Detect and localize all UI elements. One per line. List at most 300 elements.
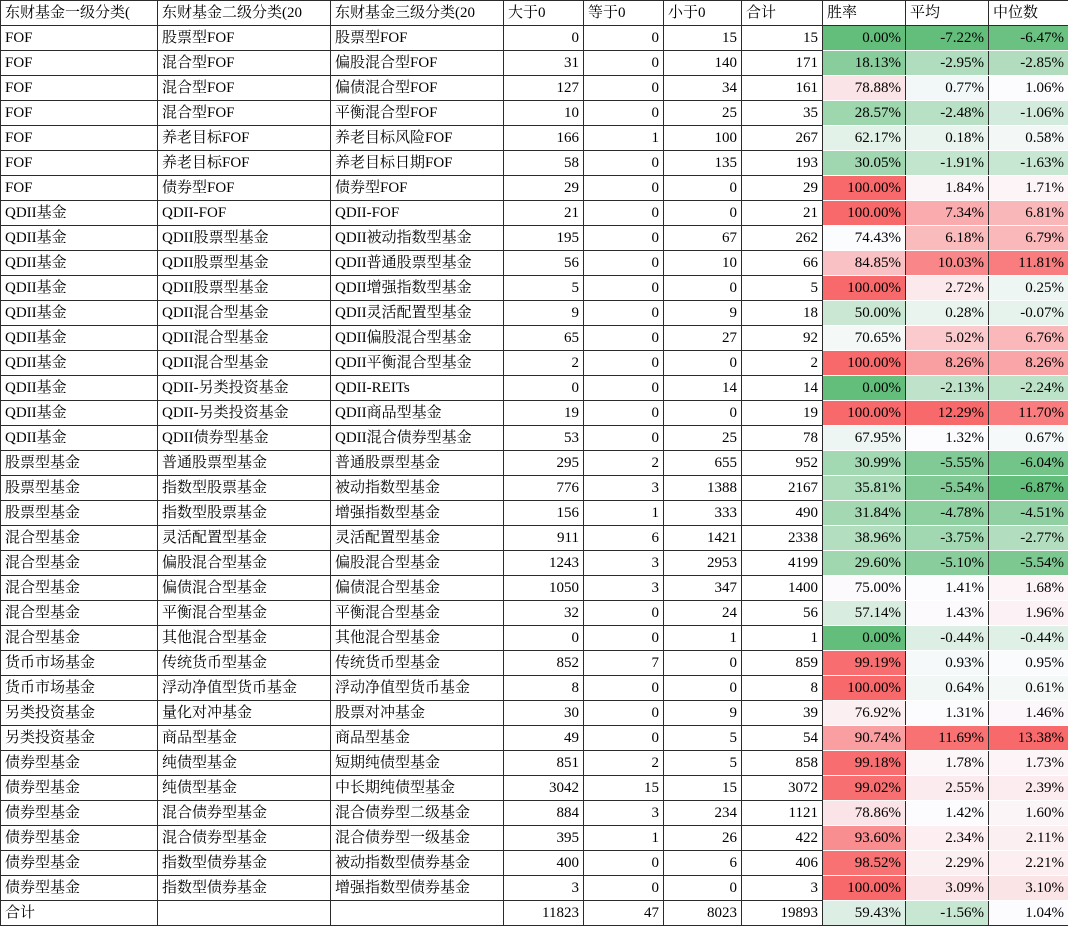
cell-median[interactable]: -4.51% <box>989 501 1068 526</box>
cell-level2[interactable]: QDII混合型基金 <box>158 351 331 376</box>
cell-level1[interactable]: 债券型基金 <box>1 826 158 851</box>
cell-winrate[interactable]: 30.99% <box>823 451 906 476</box>
total-cell-average[interactable]: -1.56% <box>906 901 989 926</box>
cell-average[interactable]: 1.78% <box>906 751 989 776</box>
cell-average[interactable]: -5.55% <box>906 451 989 476</box>
cell-winrate[interactable]: 78.86% <box>823 801 906 826</box>
cell-level1[interactable]: 另类投资基金 <box>1 726 158 751</box>
cell-level3[interactable]: 被动指数型基金 <box>331 476 504 501</box>
cell-winrate[interactable]: 78.88% <box>823 76 906 101</box>
cell-total[interactable]: 490 <box>742 501 823 526</box>
cell-winrate[interactable]: 100.00% <box>823 351 906 376</box>
cell-eq0[interactable]: 3 <box>584 551 664 576</box>
cell-total[interactable]: 422 <box>742 826 823 851</box>
cell-level3[interactable]: QDII偏股混合型基金 <box>331 326 504 351</box>
cell-gt0[interactable]: 65 <box>504 326 584 351</box>
cell-lt0[interactable]: 34 <box>664 76 742 101</box>
cell-winrate[interactable]: 98.52% <box>823 851 906 876</box>
cell-level3[interactable]: QDII-REITs <box>331 376 504 401</box>
cell-median[interactable]: 11.70% <box>989 401 1068 426</box>
cell-total[interactable]: 66 <box>742 251 823 276</box>
cell-level3[interactable]: 混合债券型二级基金 <box>331 801 504 826</box>
cell-average[interactable]: 1.84% <box>906 176 989 201</box>
cell-median[interactable]: -0.44% <box>989 626 1068 651</box>
cell-eq0[interactable]: 3 <box>584 476 664 501</box>
cell-eq0[interactable]: 0 <box>584 701 664 726</box>
cell-eq0[interactable]: 0 <box>584 351 664 376</box>
cell-median[interactable]: -6.04% <box>989 451 1068 476</box>
cell-total[interactable]: 1400 <box>742 576 823 601</box>
cell-lt0[interactable]: 2953 <box>664 551 742 576</box>
cell-median[interactable]: 13.38% <box>989 726 1068 751</box>
cell-level3[interactable]: 债券型FOF <box>331 176 504 201</box>
cell-winrate[interactable]: 0.00% <box>823 376 906 401</box>
cell-lt0[interactable]: 5 <box>664 751 742 776</box>
cell-total[interactable]: 952 <box>742 451 823 476</box>
cell-eq0[interactable]: 0 <box>584 176 664 201</box>
cell-level3[interactable]: 短期纯债型基金 <box>331 751 504 776</box>
cell-average[interactable]: 1.43% <box>906 601 989 626</box>
cell-gt0[interactable]: 1243 <box>504 551 584 576</box>
cell-eq0[interactable]: 0 <box>584 626 664 651</box>
cell-total[interactable]: 2 <box>742 351 823 376</box>
cell-gt0[interactable]: 31 <box>504 51 584 76</box>
cell-lt0[interactable]: 0 <box>664 351 742 376</box>
cell-winrate[interactable]: 75.00% <box>823 576 906 601</box>
cell-lt0[interactable]: 234 <box>664 801 742 826</box>
cell-total[interactable]: 39 <box>742 701 823 726</box>
cell-level1[interactable]: FOF <box>1 176 158 201</box>
cell-level3[interactable]: 平衡混合型FOF <box>331 101 504 126</box>
cell-total[interactable]: 858 <box>742 751 823 776</box>
cell-level3[interactable]: 增强指数型基金 <box>331 501 504 526</box>
cell-eq0[interactable]: 0 <box>584 726 664 751</box>
cell-winrate[interactable]: 50.00% <box>823 301 906 326</box>
cell-average[interactable]: -0.44% <box>906 626 989 651</box>
cell-eq0[interactable]: 7 <box>584 651 664 676</box>
cell-level1[interactable]: 混合型基金 <box>1 526 158 551</box>
cell-average[interactable]: -2.95% <box>906 51 989 76</box>
cell-level2[interactable]: 混合型FOF <box>158 51 331 76</box>
cell-winrate[interactable]: 99.19% <box>823 651 906 676</box>
cell-eq0[interactable]: 2 <box>584 451 664 476</box>
cell-level1[interactable]: QDII基金 <box>1 301 158 326</box>
cell-total[interactable]: 56 <box>742 601 823 626</box>
cell-median[interactable]: 1.06% <box>989 76 1068 101</box>
cell-gt0[interactable]: 166 <box>504 126 584 151</box>
cell-level3[interactable]: QDII灵活配置型基金 <box>331 301 504 326</box>
cell-median[interactable]: -6.87% <box>989 476 1068 501</box>
cell-median[interactable]: 0.58% <box>989 126 1068 151</box>
cell-lt0[interactable]: 140 <box>664 51 742 76</box>
cell-total[interactable]: 4199 <box>742 551 823 576</box>
cell-median[interactable]: 0.95% <box>989 651 1068 676</box>
total-cell-gt0[interactable]: 11823 <box>504 901 584 926</box>
cell-lt0[interactable]: 25 <box>664 426 742 451</box>
cell-level2[interactable]: 灵活配置型基金 <box>158 526 331 551</box>
cell-level2[interactable]: 债券型FOF <box>158 176 331 201</box>
cell-level2[interactable]: QDII股票型基金 <box>158 276 331 301</box>
cell-gt0[interactable]: 56 <box>504 251 584 276</box>
cell-winrate[interactable]: 0.00% <box>823 626 906 651</box>
cell-total[interactable]: 193 <box>742 151 823 176</box>
cell-gt0[interactable]: 10 <box>504 101 584 126</box>
cell-level1[interactable]: FOF <box>1 126 158 151</box>
cell-level2[interactable]: QDII-另类投资基金 <box>158 376 331 401</box>
cell-eq0[interactable]: 0 <box>584 276 664 301</box>
cell-lt0[interactable]: 1 <box>664 626 742 651</box>
cell-level3[interactable]: 养老目标日期FOF <box>331 151 504 176</box>
cell-median[interactable]: 6.76% <box>989 326 1068 351</box>
cell-median[interactable]: 1.60% <box>989 801 1068 826</box>
cell-total[interactable]: 3072 <box>742 776 823 801</box>
cell-lt0[interactable]: 14 <box>664 376 742 401</box>
cell-level3[interactable]: 中长期纯债型基金 <box>331 776 504 801</box>
cell-level2[interactable]: 纯债型基金 <box>158 776 331 801</box>
cell-median[interactable]: 8.26% <box>989 351 1068 376</box>
cell-gt0[interactable]: 29 <box>504 176 584 201</box>
cell-gt0[interactable]: 852 <box>504 651 584 676</box>
cell-level2[interactable]: 商品型基金 <box>158 726 331 751</box>
cell-level2[interactable]: 偏股混合型基金 <box>158 551 331 576</box>
cell-level3[interactable]: QDII-FOF <box>331 201 504 226</box>
cell-median[interactable]: 11.81% <box>989 251 1068 276</box>
total-cell-level3[interactable] <box>331 901 504 926</box>
cell-gt0[interactable]: 156 <box>504 501 584 526</box>
cell-lt0[interactable]: 5 <box>664 726 742 751</box>
cell-median[interactable]: 1.71% <box>989 176 1068 201</box>
cell-gt0[interactable]: 1050 <box>504 576 584 601</box>
cell-winrate[interactable]: 57.14% <box>823 601 906 626</box>
cell-average[interactable]: 0.28% <box>906 301 989 326</box>
cell-lt0[interactable]: 1421 <box>664 526 742 551</box>
cell-eq0[interactable]: 0 <box>584 601 664 626</box>
cell-level1[interactable]: QDII基金 <box>1 351 158 376</box>
cell-level1[interactable]: 债券型基金 <box>1 876 158 901</box>
total-cell-winrate[interactable]: 59.43% <box>823 901 906 926</box>
cell-average[interactable]: 2.55% <box>906 776 989 801</box>
cell-lt0[interactable]: 0 <box>664 876 742 901</box>
cell-lt0[interactable]: 24 <box>664 601 742 626</box>
cell-median[interactable]: 6.79% <box>989 226 1068 251</box>
cell-average[interactable]: -1.91% <box>906 151 989 176</box>
cell-total[interactable]: 5 <box>742 276 823 301</box>
cell-level1[interactable]: FOF <box>1 151 158 176</box>
cell-gt0[interactable]: 5 <box>504 276 584 301</box>
column-header-level2[interactable]: 东财基金二级分类(20 <box>158 1 331 26</box>
cell-winrate[interactable]: 84.85% <box>823 251 906 276</box>
cell-average[interactable]: -7.22% <box>906 26 989 51</box>
cell-gt0[interactable]: 21 <box>504 201 584 226</box>
cell-level1[interactable]: QDII基金 <box>1 401 158 426</box>
cell-gt0[interactable]: 911 <box>504 526 584 551</box>
cell-level1[interactable]: 股票型基金 <box>1 451 158 476</box>
cell-gt0[interactable]: 884 <box>504 801 584 826</box>
cell-level2[interactable]: 混合债券型基金 <box>158 826 331 851</box>
cell-level2[interactable]: 股票型FOF <box>158 26 331 51</box>
cell-total[interactable]: 1121 <box>742 801 823 826</box>
cell-level2[interactable]: 混合型FOF <box>158 76 331 101</box>
total-cell-level2[interactable] <box>158 901 331 926</box>
cell-median[interactable]: -6.47% <box>989 26 1068 51</box>
cell-lt0[interactable]: 15 <box>664 26 742 51</box>
cell-total[interactable]: 8 <box>742 676 823 701</box>
cell-average[interactable]: 0.64% <box>906 676 989 701</box>
cell-level2[interactable]: 指数型债券基金 <box>158 851 331 876</box>
cell-level3[interactable]: QDII混合债券型基金 <box>331 426 504 451</box>
cell-level3[interactable]: 偏债混合型基金 <box>331 576 504 601</box>
cell-level2[interactable]: QDII混合型基金 <box>158 326 331 351</box>
cell-level3[interactable]: 养老目标风险FOF <box>331 126 504 151</box>
cell-level3[interactable]: QDII被动指数型基金 <box>331 226 504 251</box>
cell-level2[interactable]: QDII股票型基金 <box>158 251 331 276</box>
cell-winrate[interactable]: 100.00% <box>823 876 906 901</box>
cell-level1[interactable]: 混合型基金 <box>1 626 158 651</box>
cell-gt0[interactable]: 400 <box>504 851 584 876</box>
cell-eq0[interactable]: 0 <box>584 201 664 226</box>
cell-level2[interactable]: 混合债券型基金 <box>158 801 331 826</box>
cell-level1[interactable]: 债券型基金 <box>1 801 158 826</box>
cell-gt0[interactable]: 49 <box>504 726 584 751</box>
cell-level3[interactable]: QDII平衡混合型基金 <box>331 351 504 376</box>
total-cell-median[interactable]: 1.04% <box>989 901 1068 926</box>
cell-gt0[interactable]: 395 <box>504 826 584 851</box>
cell-lt0[interactable]: 0 <box>664 176 742 201</box>
cell-level2[interactable]: 指数型股票基金 <box>158 501 331 526</box>
column-header-winrate[interactable]: 胜率 <box>823 1 906 26</box>
cell-gt0[interactable]: 195 <box>504 226 584 251</box>
cell-winrate[interactable]: 29.60% <box>823 551 906 576</box>
cell-level1[interactable]: QDII基金 <box>1 226 158 251</box>
cell-level1[interactable]: 股票型基金 <box>1 476 158 501</box>
cell-median[interactable]: 1.96% <box>989 601 1068 626</box>
cell-lt0[interactable]: 0 <box>664 676 742 701</box>
cell-total[interactable]: 2338 <box>742 526 823 551</box>
cell-total[interactable]: 3 <box>742 876 823 901</box>
cell-average[interactable]: 2.34% <box>906 826 989 851</box>
cell-average[interactable]: 7.34% <box>906 201 989 226</box>
cell-average[interactable]: 1.41% <box>906 576 989 601</box>
cell-winrate[interactable]: 67.95% <box>823 426 906 451</box>
cell-level2[interactable]: 平衡混合型基金 <box>158 601 331 626</box>
cell-winrate[interactable]: 18.13% <box>823 51 906 76</box>
cell-total[interactable]: 54 <box>742 726 823 751</box>
cell-lt0[interactable]: 9 <box>664 701 742 726</box>
cell-lt0[interactable]: 67 <box>664 226 742 251</box>
cell-lt0[interactable]: 0 <box>664 401 742 426</box>
cell-total[interactable]: 19 <box>742 401 823 426</box>
cell-average[interactable]: 12.29% <box>906 401 989 426</box>
cell-median[interactable]: 0.67% <box>989 426 1068 451</box>
cell-level3[interactable]: 混合债券型一级基金 <box>331 826 504 851</box>
cell-average[interactable]: 1.42% <box>906 801 989 826</box>
cell-total[interactable]: 1 <box>742 626 823 651</box>
cell-level3[interactable]: 灵活配置型基金 <box>331 526 504 551</box>
total-cell-lt0[interactable]: 8023 <box>664 901 742 926</box>
cell-eq0[interactable]: 0 <box>584 101 664 126</box>
cell-average[interactable]: 3.09% <box>906 876 989 901</box>
cell-median[interactable]: -1.63% <box>989 151 1068 176</box>
cell-eq0[interactable]: 2 <box>584 751 664 776</box>
cell-level3[interactable]: 被动指数型债券基金 <box>331 851 504 876</box>
cell-eq0[interactable]: 0 <box>584 401 664 426</box>
cell-gt0[interactable]: 53 <box>504 426 584 451</box>
cell-eq0[interactable]: 1 <box>584 826 664 851</box>
cell-gt0[interactable]: 0 <box>504 26 584 51</box>
cell-level1[interactable]: QDII基金 <box>1 326 158 351</box>
cell-average[interactable]: 1.32% <box>906 426 989 451</box>
cell-lt0[interactable]: 0 <box>664 201 742 226</box>
cell-level1[interactable]: QDII基金 <box>1 201 158 226</box>
cell-eq0[interactable]: 0 <box>584 376 664 401</box>
cell-winrate[interactable]: 76.92% <box>823 701 906 726</box>
column-header-gt0[interactable]: 大于0 <box>504 1 584 26</box>
cell-average[interactable]: 0.18% <box>906 126 989 151</box>
cell-level1[interactable]: 货币市场基金 <box>1 651 158 676</box>
cell-average[interactable]: -3.75% <box>906 526 989 551</box>
cell-winrate[interactable]: 70.65% <box>823 326 906 351</box>
cell-gt0[interactable]: 58 <box>504 151 584 176</box>
cell-level3[interactable]: 股票型FOF <box>331 26 504 51</box>
total-cell-level1[interactable]: 合计 <box>1 901 158 926</box>
cell-gt0[interactable]: 9 <box>504 301 584 326</box>
cell-average[interactable]: 0.93% <box>906 651 989 676</box>
cell-lt0[interactable]: 347 <box>664 576 742 601</box>
cell-lt0[interactable]: 9 <box>664 301 742 326</box>
cell-winrate[interactable]: 74.43% <box>823 226 906 251</box>
column-header-lt0[interactable]: 小于0 <box>664 1 742 26</box>
cell-lt0[interactable]: 26 <box>664 826 742 851</box>
cell-average[interactable]: -2.13% <box>906 376 989 401</box>
column-header-median[interactable]: 中位数 <box>989 1 1068 26</box>
cell-eq0[interactable]: 15 <box>584 776 664 801</box>
cell-average[interactable]: 2.29% <box>906 851 989 876</box>
cell-eq0[interactable]: 0 <box>584 301 664 326</box>
cell-median[interactable]: 2.11% <box>989 826 1068 851</box>
cell-level2[interactable]: 养老目标FOF <box>158 151 331 176</box>
cell-level1[interactable]: QDII基金 <box>1 276 158 301</box>
cell-lt0[interactable]: 25 <box>664 101 742 126</box>
cell-winrate[interactable]: 28.57% <box>823 101 906 126</box>
cell-level1[interactable]: 债券型基金 <box>1 776 158 801</box>
cell-median[interactable]: 1.46% <box>989 701 1068 726</box>
cell-lt0[interactable]: 0 <box>664 651 742 676</box>
cell-eq0[interactable]: 1 <box>584 501 664 526</box>
cell-eq0[interactable]: 3 <box>584 576 664 601</box>
cell-median[interactable]: 3.10% <box>989 876 1068 901</box>
cell-median[interactable]: 0.25% <box>989 276 1068 301</box>
cell-level3[interactable]: 商品型基金 <box>331 726 504 751</box>
cell-level3[interactable]: 偏股混合型FOF <box>331 51 504 76</box>
cell-total[interactable]: 18 <box>742 301 823 326</box>
cell-level2[interactable]: 指数型债券基金 <box>158 876 331 901</box>
cell-median[interactable]: -1.06% <box>989 101 1068 126</box>
cell-level1[interactable]: 股票型基金 <box>1 501 158 526</box>
cell-level1[interactable]: FOF <box>1 76 158 101</box>
cell-lt0[interactable]: 100 <box>664 126 742 151</box>
cell-eq0[interactable]: 0 <box>584 151 664 176</box>
cell-eq0[interactable]: 0 <box>584 26 664 51</box>
cell-winrate[interactable]: 100.00% <box>823 176 906 201</box>
cell-level2[interactable]: 纯债型基金 <box>158 751 331 776</box>
cell-level3[interactable]: 浮动净值型货币基金 <box>331 676 504 701</box>
cell-gt0[interactable]: 0 <box>504 376 584 401</box>
cell-level3[interactable]: 偏股混合型基金 <box>331 551 504 576</box>
cell-level1[interactable]: QDII基金 <box>1 376 158 401</box>
cell-winrate[interactable]: 31.84% <box>823 501 906 526</box>
cell-median[interactable]: -2.24% <box>989 376 1068 401</box>
cell-gt0[interactable]: 2 <box>504 351 584 376</box>
cell-lt0[interactable]: 15 <box>664 776 742 801</box>
column-header-total[interactable]: 合计 <box>742 1 823 26</box>
cell-level3[interactable]: 股票对冲基金 <box>331 701 504 726</box>
cell-level3[interactable]: 偏债混合型FOF <box>331 76 504 101</box>
cell-median[interactable]: 2.21% <box>989 851 1068 876</box>
cell-gt0[interactable]: 3 <box>504 876 584 901</box>
cell-eq0[interactable]: 0 <box>584 326 664 351</box>
cell-average[interactable]: 0.77% <box>906 76 989 101</box>
cell-average[interactable]: 5.02% <box>906 326 989 351</box>
cell-winrate[interactable]: 30.05% <box>823 151 906 176</box>
cell-median[interactable]: -2.77% <box>989 526 1068 551</box>
column-header-level1[interactable]: 东财基金一级分类( <box>1 1 158 26</box>
cell-winrate[interactable]: 93.60% <box>823 826 906 851</box>
cell-level3[interactable]: QDII商品型基金 <box>331 401 504 426</box>
cell-median[interactable]: 2.39% <box>989 776 1068 801</box>
cell-average[interactable]: 1.31% <box>906 701 989 726</box>
cell-level1[interactable]: FOF <box>1 26 158 51</box>
cell-level3[interactable]: QDII增强指数型基金 <box>331 276 504 301</box>
cell-gt0[interactable]: 3042 <box>504 776 584 801</box>
cell-winrate[interactable]: 100.00% <box>823 676 906 701</box>
cell-median[interactable]: -2.85% <box>989 51 1068 76</box>
cell-level3[interactable]: 平衡混合型基金 <box>331 601 504 626</box>
cell-eq0[interactable]: 0 <box>584 51 664 76</box>
cell-total[interactable]: 29 <box>742 176 823 201</box>
cell-eq0[interactable]: 3 <box>584 801 664 826</box>
cell-lt0[interactable]: 0 <box>664 276 742 301</box>
cell-gt0[interactable]: 295 <box>504 451 584 476</box>
cell-lt0[interactable]: 1388 <box>664 476 742 501</box>
cell-winrate[interactable]: 38.96% <box>823 526 906 551</box>
cell-gt0[interactable]: 851 <box>504 751 584 776</box>
cell-level2[interactable]: 养老目标FOF <box>158 126 331 151</box>
cell-winrate[interactable]: 35.81% <box>823 476 906 501</box>
cell-average[interactable]: 6.18% <box>906 226 989 251</box>
cell-level1[interactable]: 债券型基金 <box>1 851 158 876</box>
cell-total[interactable]: 262 <box>742 226 823 251</box>
cell-level2[interactable]: 量化对冲基金 <box>158 701 331 726</box>
cell-level1[interactable]: FOF <box>1 51 158 76</box>
cell-total[interactable]: 15 <box>742 26 823 51</box>
cell-level1[interactable]: 债券型基金 <box>1 751 158 776</box>
cell-total[interactable]: 171 <box>742 51 823 76</box>
cell-level1[interactable]: QDII基金 <box>1 251 158 276</box>
cell-total[interactable]: 21 <box>742 201 823 226</box>
cell-winrate[interactable]: 100.00% <box>823 201 906 226</box>
cell-level2[interactable]: 混合型FOF <box>158 101 331 126</box>
cell-winrate[interactable]: 90.74% <box>823 726 906 751</box>
cell-total[interactable]: 2167 <box>742 476 823 501</box>
cell-lt0[interactable]: 655 <box>664 451 742 476</box>
cell-level2[interactable]: 其他混合型基金 <box>158 626 331 651</box>
cell-total[interactable]: 267 <box>742 126 823 151</box>
cell-winrate[interactable]: 99.02% <box>823 776 906 801</box>
cell-gt0[interactable]: 127 <box>504 76 584 101</box>
cell-level2[interactable]: 普通股票型基金 <box>158 451 331 476</box>
cell-lt0[interactable]: 333 <box>664 501 742 526</box>
cell-winrate[interactable]: 62.17% <box>823 126 906 151</box>
